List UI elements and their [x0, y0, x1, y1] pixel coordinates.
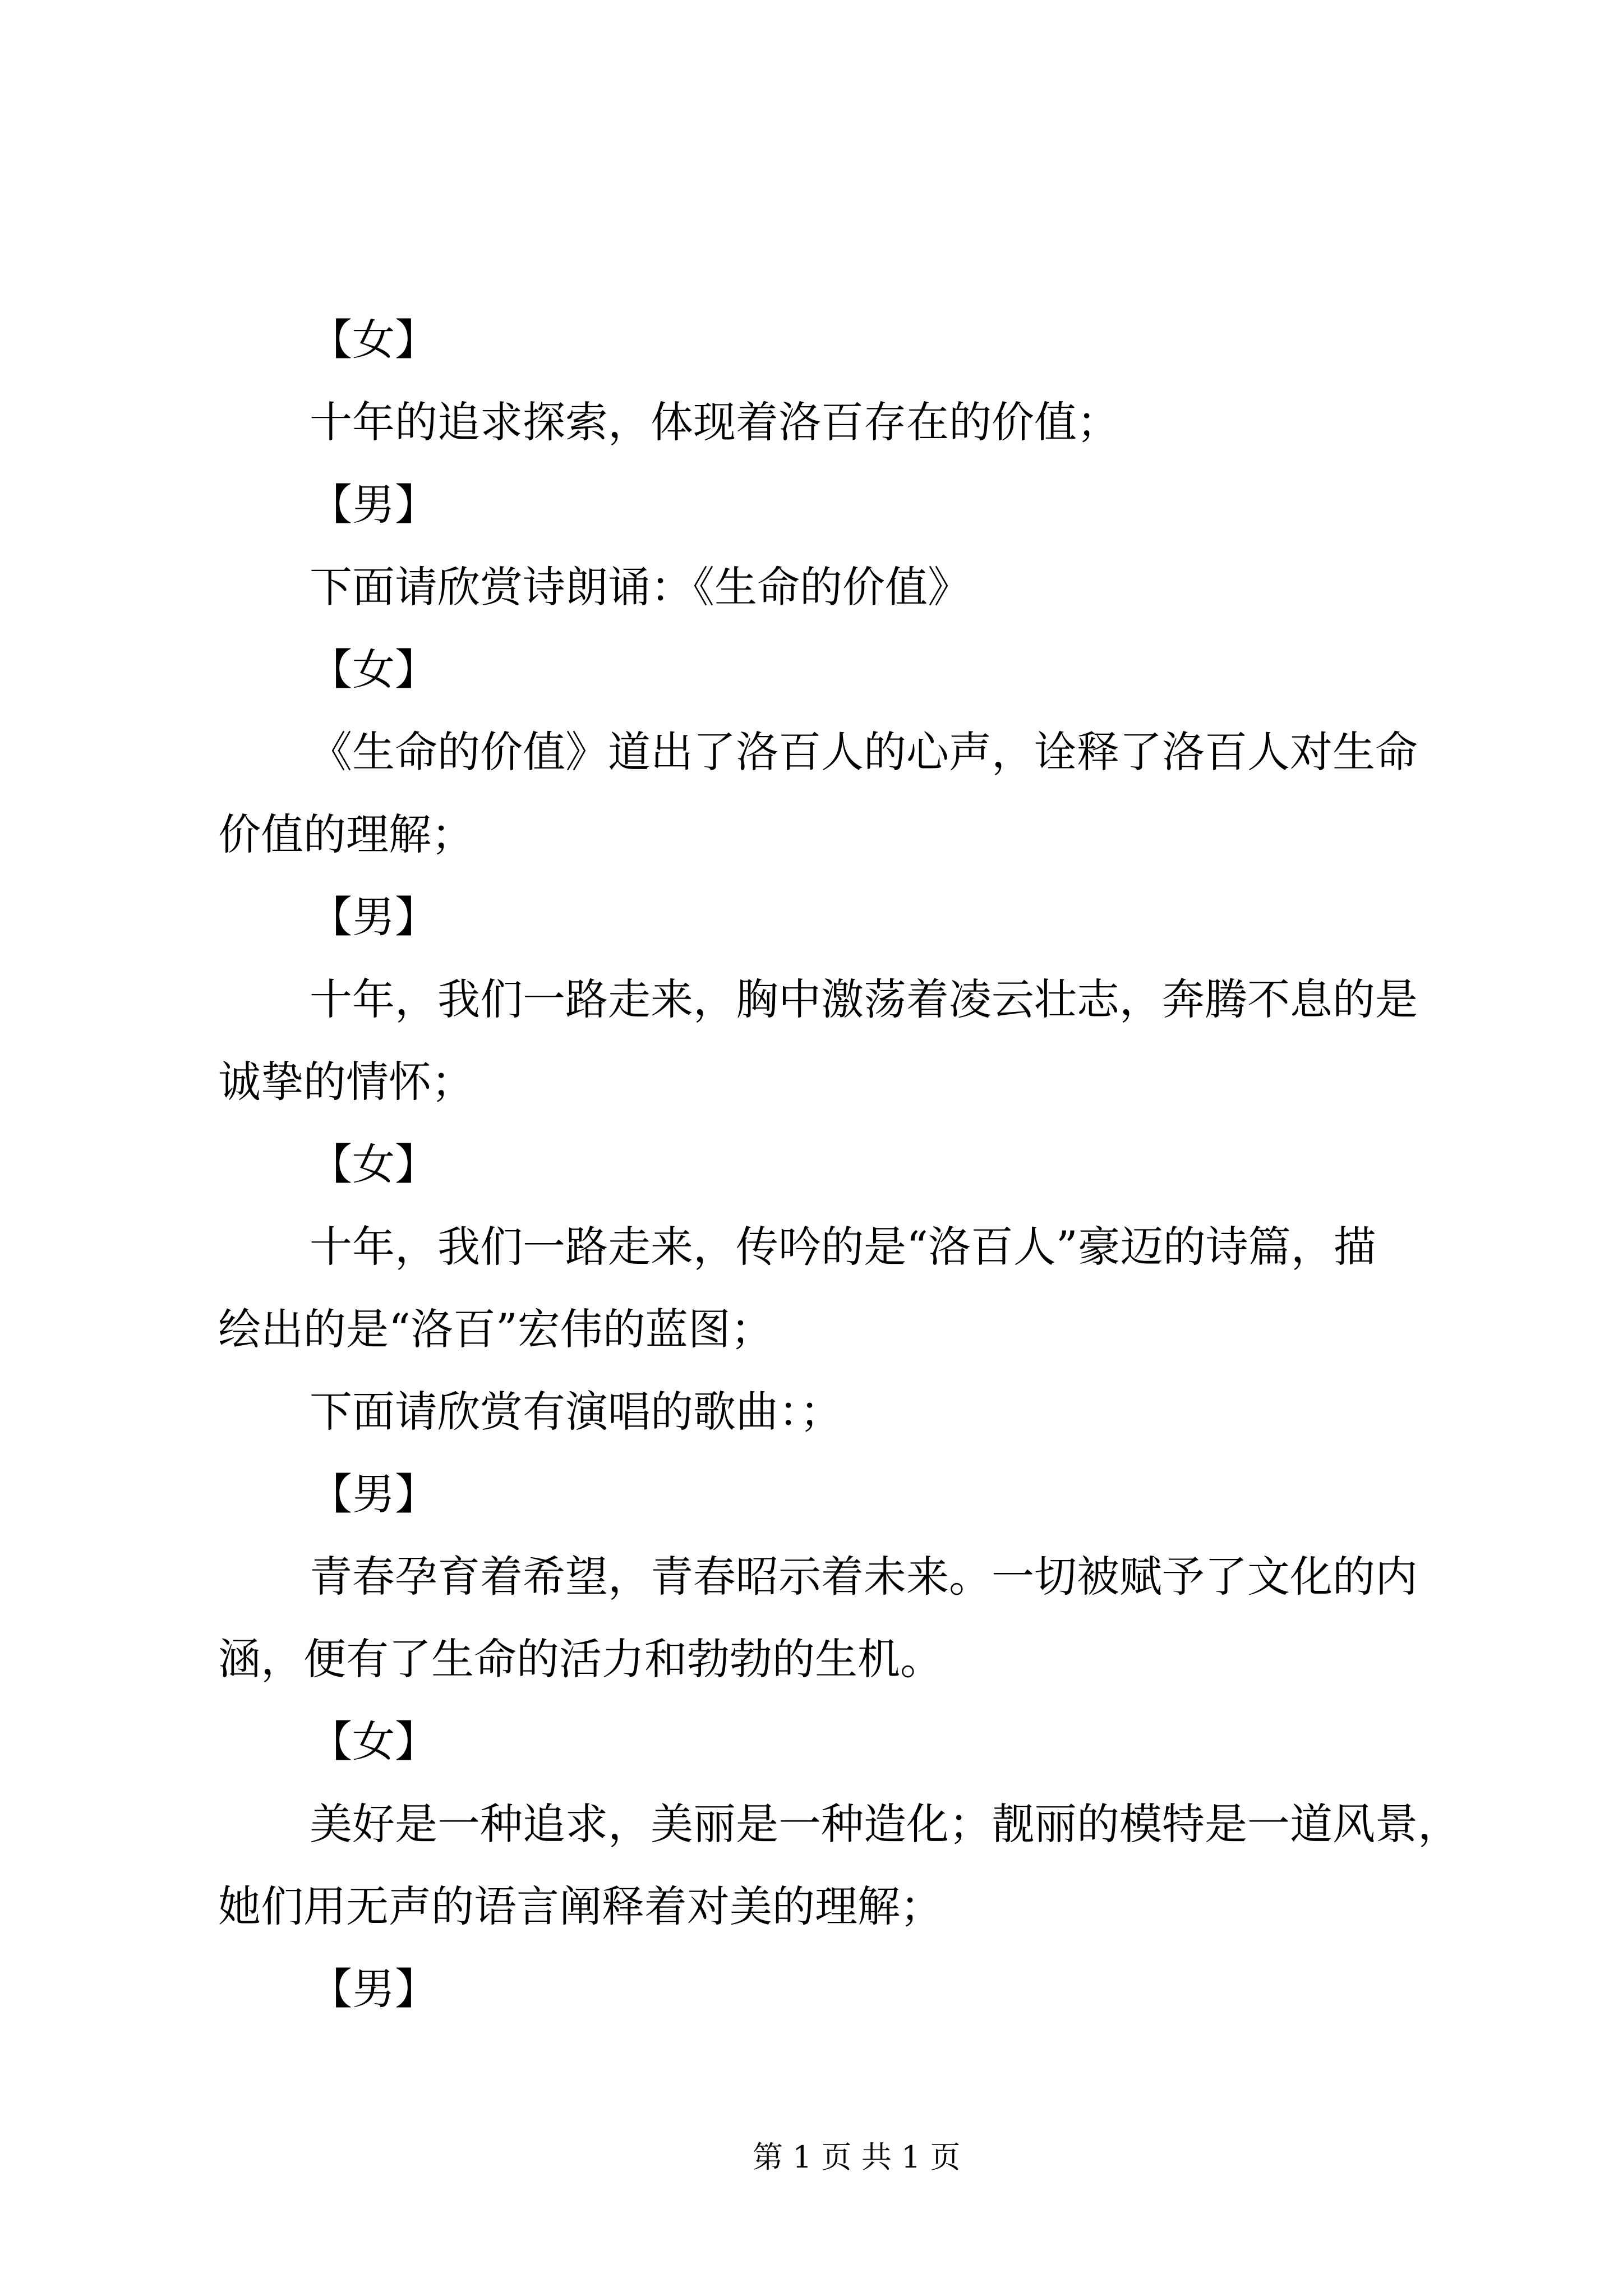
- text-line: 【女】: [310, 645, 437, 694]
- speaker-label: [218, 1453, 1508, 1535]
- text-line: 十年，我们一路走来，传吟的是“洛百人”豪迈的诗篇，描: [310, 1222, 1376, 1272]
- speaker-label: [218, 1123, 1508, 1205]
- body-paragraph: [218, 1370, 1508, 1453]
- text-line: 下面请欣赏诗朗诵：《生命的价值》: [310, 562, 970, 612]
- body-paragraph: [218, 1535, 1508, 1700]
- text-line: 十年的追求探索，体现着洛百存在的价值；: [310, 397, 1119, 447]
- text-line: 价值的理解；: [218, 809, 474, 859]
- body-paragraph: [218, 958, 1508, 1123]
- body-paragraph: [218, 711, 1508, 876]
- speaker-label: [218, 876, 1508, 958]
- speaker-label: [218, 463, 1508, 546]
- body-paragraph: [218, 381, 1508, 463]
- text-line: 下面请欣赏有演唱的歌曲：；: [310, 1387, 842, 1437]
- text-line: 【男】: [310, 1469, 437, 1519]
- speaker-label: [218, 1948, 1508, 2030]
- text-line: 绘出的是“洛百”宏伟的蓝图；: [218, 1304, 773, 1354]
- text-line: 【女】: [310, 1139, 437, 1189]
- speaker-label: [218, 1700, 1508, 1783]
- body-paragraph: [218, 1205, 1508, 1370]
- text-line: 【女】: [310, 1717, 437, 1766]
- text-line: 【男】: [310, 480, 437, 530]
- speaker-label: [218, 628, 1508, 711]
- text-line: 《生命的价值》道出了洛百人的心声，诠释了洛百人对生命: [310, 727, 1418, 777]
- body-paragraph: [218, 1783, 1508, 1948]
- text-line: 十年，我们一路走来，胸中激荡着凌云壮志，奔腾不息的是: [310, 974, 1418, 1024]
- page-number-footer: 第 1 页 共 1 页: [753, 2139, 961, 2175]
- text-line: 【男】: [310, 892, 437, 942]
- text-line: 【男】: [310, 1964, 437, 2014]
- text-line: 诚挚的情怀；: [218, 1057, 474, 1107]
- text-line: 她们用无声的语言阐释着对美的理解；: [218, 1881, 943, 1931]
- document-body: [218, 298, 1508, 2030]
- speaker-label: [218, 298, 1508, 381]
- body-paragraph: [218, 546, 1508, 628]
- text-line: 美好是一种追求，美丽是一种造化；靓丽的模特是一道风景，: [310, 1799, 1460, 1849]
- text-line: 涵，便有了生命的活力和勃勃的生机。: [218, 1634, 943, 1684]
- text-line: 青春孕育着希望，青春昭示着未来。一切被赋予了文化的内: [310, 1552, 1418, 1602]
- text-line: 【女】: [310, 315, 437, 365]
